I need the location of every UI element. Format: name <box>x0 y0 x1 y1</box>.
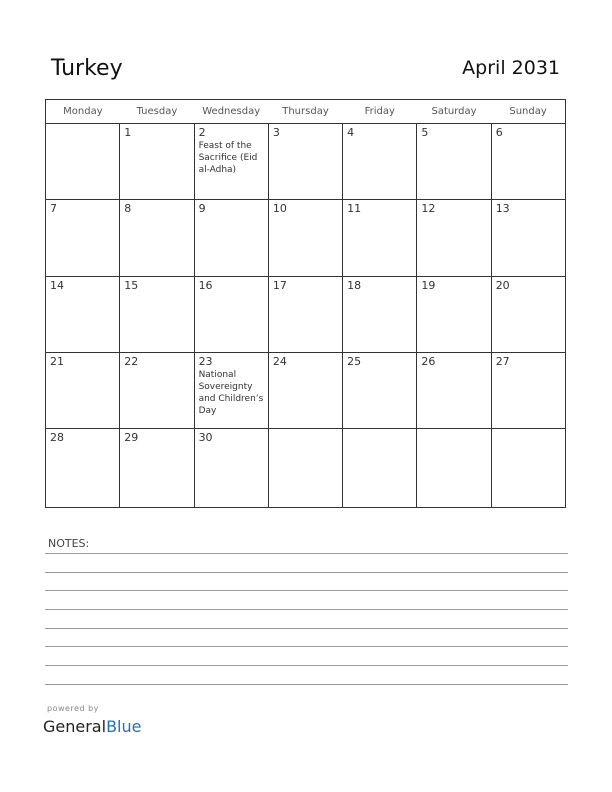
week-row <box>46 429 566 508</box>
day-number: 30 <box>198 431 213 444</box>
day-number: 20 <box>495 279 510 292</box>
notes-line <box>45 572 568 573</box>
day-cell <box>491 429 565 508</box>
day-cell <box>491 277 565 353</box>
day-cell <box>268 200 342 277</box>
day-cell <box>417 277 491 353</box>
country-title: Turkey <box>51 56 123 81</box>
day-cell <box>491 124 565 200</box>
notes-line <box>45 646 568 647</box>
day-number: 1 <box>124 126 132 139</box>
day-number: 5 <box>421 126 429 139</box>
day-number: 21 <box>50 355 64 368</box>
week-row <box>46 353 566 429</box>
day-cell <box>268 429 342 508</box>
calendar-grid <box>45 99 566 508</box>
notes-line <box>45 590 568 591</box>
weekday-header: Friday <box>343 100 417 124</box>
day-number: 4 <box>347 126 355 139</box>
notes-line <box>45 665 568 666</box>
day-number: 16 <box>198 279 213 292</box>
day-cell <box>417 200 491 277</box>
day-number: 12 <box>421 202 436 215</box>
day-cell <box>194 200 268 277</box>
notes-label: NOTES: <box>48 537 90 550</box>
day-cell <box>417 353 491 429</box>
day-cell <box>268 277 342 353</box>
day-cell <box>46 353 120 429</box>
weekday-header: Sunday <box>491 100 565 124</box>
day-number: 23 <box>198 355 213 368</box>
day-number: 14 <box>50 279 64 292</box>
brand-general: General <box>43 717 107 736</box>
day-cell <box>120 429 194 508</box>
day-cell <box>343 124 417 200</box>
day-number: 18 <box>347 279 362 292</box>
day-cell <box>343 429 417 508</box>
brand-blue: Blue <box>106 717 142 736</box>
day-cell <box>343 200 417 277</box>
day-number: 11 <box>347 202 362 215</box>
day-number: 7 <box>50 202 57 215</box>
day-number: 22 <box>124 355 139 368</box>
holiday-event: National Sovereignty and Children’s Day <box>198 370 264 416</box>
day-number: 8 <box>124 202 132 215</box>
day-number: 27 <box>495 355 510 368</box>
day-cell <box>194 277 268 353</box>
day-cell <box>120 200 194 277</box>
notes-line <box>45 684 568 685</box>
day-cell <box>46 200 120 277</box>
day-number: 24 <box>272 355 287 368</box>
day-cell <box>46 277 120 353</box>
notes-line <box>45 628 568 629</box>
month-year-title: April 2031 <box>462 57 560 79</box>
day-cell <box>417 124 491 200</box>
notes-line <box>45 553 568 554</box>
day-cell <box>194 124 268 200</box>
day-cell <box>343 353 417 429</box>
day-cell <box>491 200 565 277</box>
day-cell <box>46 429 120 508</box>
generalblue-logo <box>43 717 141 736</box>
weekday-header: Wednesday <box>194 100 268 124</box>
day-number: 15 <box>124 279 139 292</box>
day-cell <box>194 429 268 508</box>
day-cell <box>194 353 268 429</box>
day-cell <box>46 124 120 200</box>
day-number: 2 <box>198 126 206 139</box>
day-number: 28 <box>50 431 64 444</box>
day-number: 29 <box>124 431 139 444</box>
day-number: 10 <box>272 202 287 215</box>
day-cell <box>268 124 342 200</box>
powered-by-text: powered by <box>47 704 99 713</box>
day-cell <box>120 353 194 429</box>
weekday-header-row <box>46 100 566 124</box>
day-number: 6 <box>495 126 503 139</box>
day-cell <box>120 124 194 200</box>
weekday-header: Saturday <box>417 100 491 124</box>
holiday-event: Feast of the Sacrifice (Eid al-Adha) <box>198 141 258 175</box>
day-number: 9 <box>198 202 206 215</box>
day-cell <box>491 353 565 429</box>
weekday-header: Tuesday <box>120 100 194 124</box>
day-number: 3 <box>272 126 280 139</box>
week-row <box>46 124 566 200</box>
day-cell <box>120 277 194 353</box>
day-number: 25 <box>347 355 362 368</box>
day-cell <box>268 353 342 429</box>
day-cell <box>343 277 417 353</box>
day-number: 17 <box>272 279 287 292</box>
day-number: 13 <box>495 202 510 215</box>
notes-line <box>45 609 568 610</box>
week-row <box>46 200 566 277</box>
weekday-header: Monday <box>46 100 120 124</box>
day-number: 26 <box>421 355 436 368</box>
day-cell <box>417 429 491 508</box>
week-row <box>46 277 566 353</box>
day-number: 19 <box>421 279 436 292</box>
weekday-header: Thursday <box>268 100 342 124</box>
